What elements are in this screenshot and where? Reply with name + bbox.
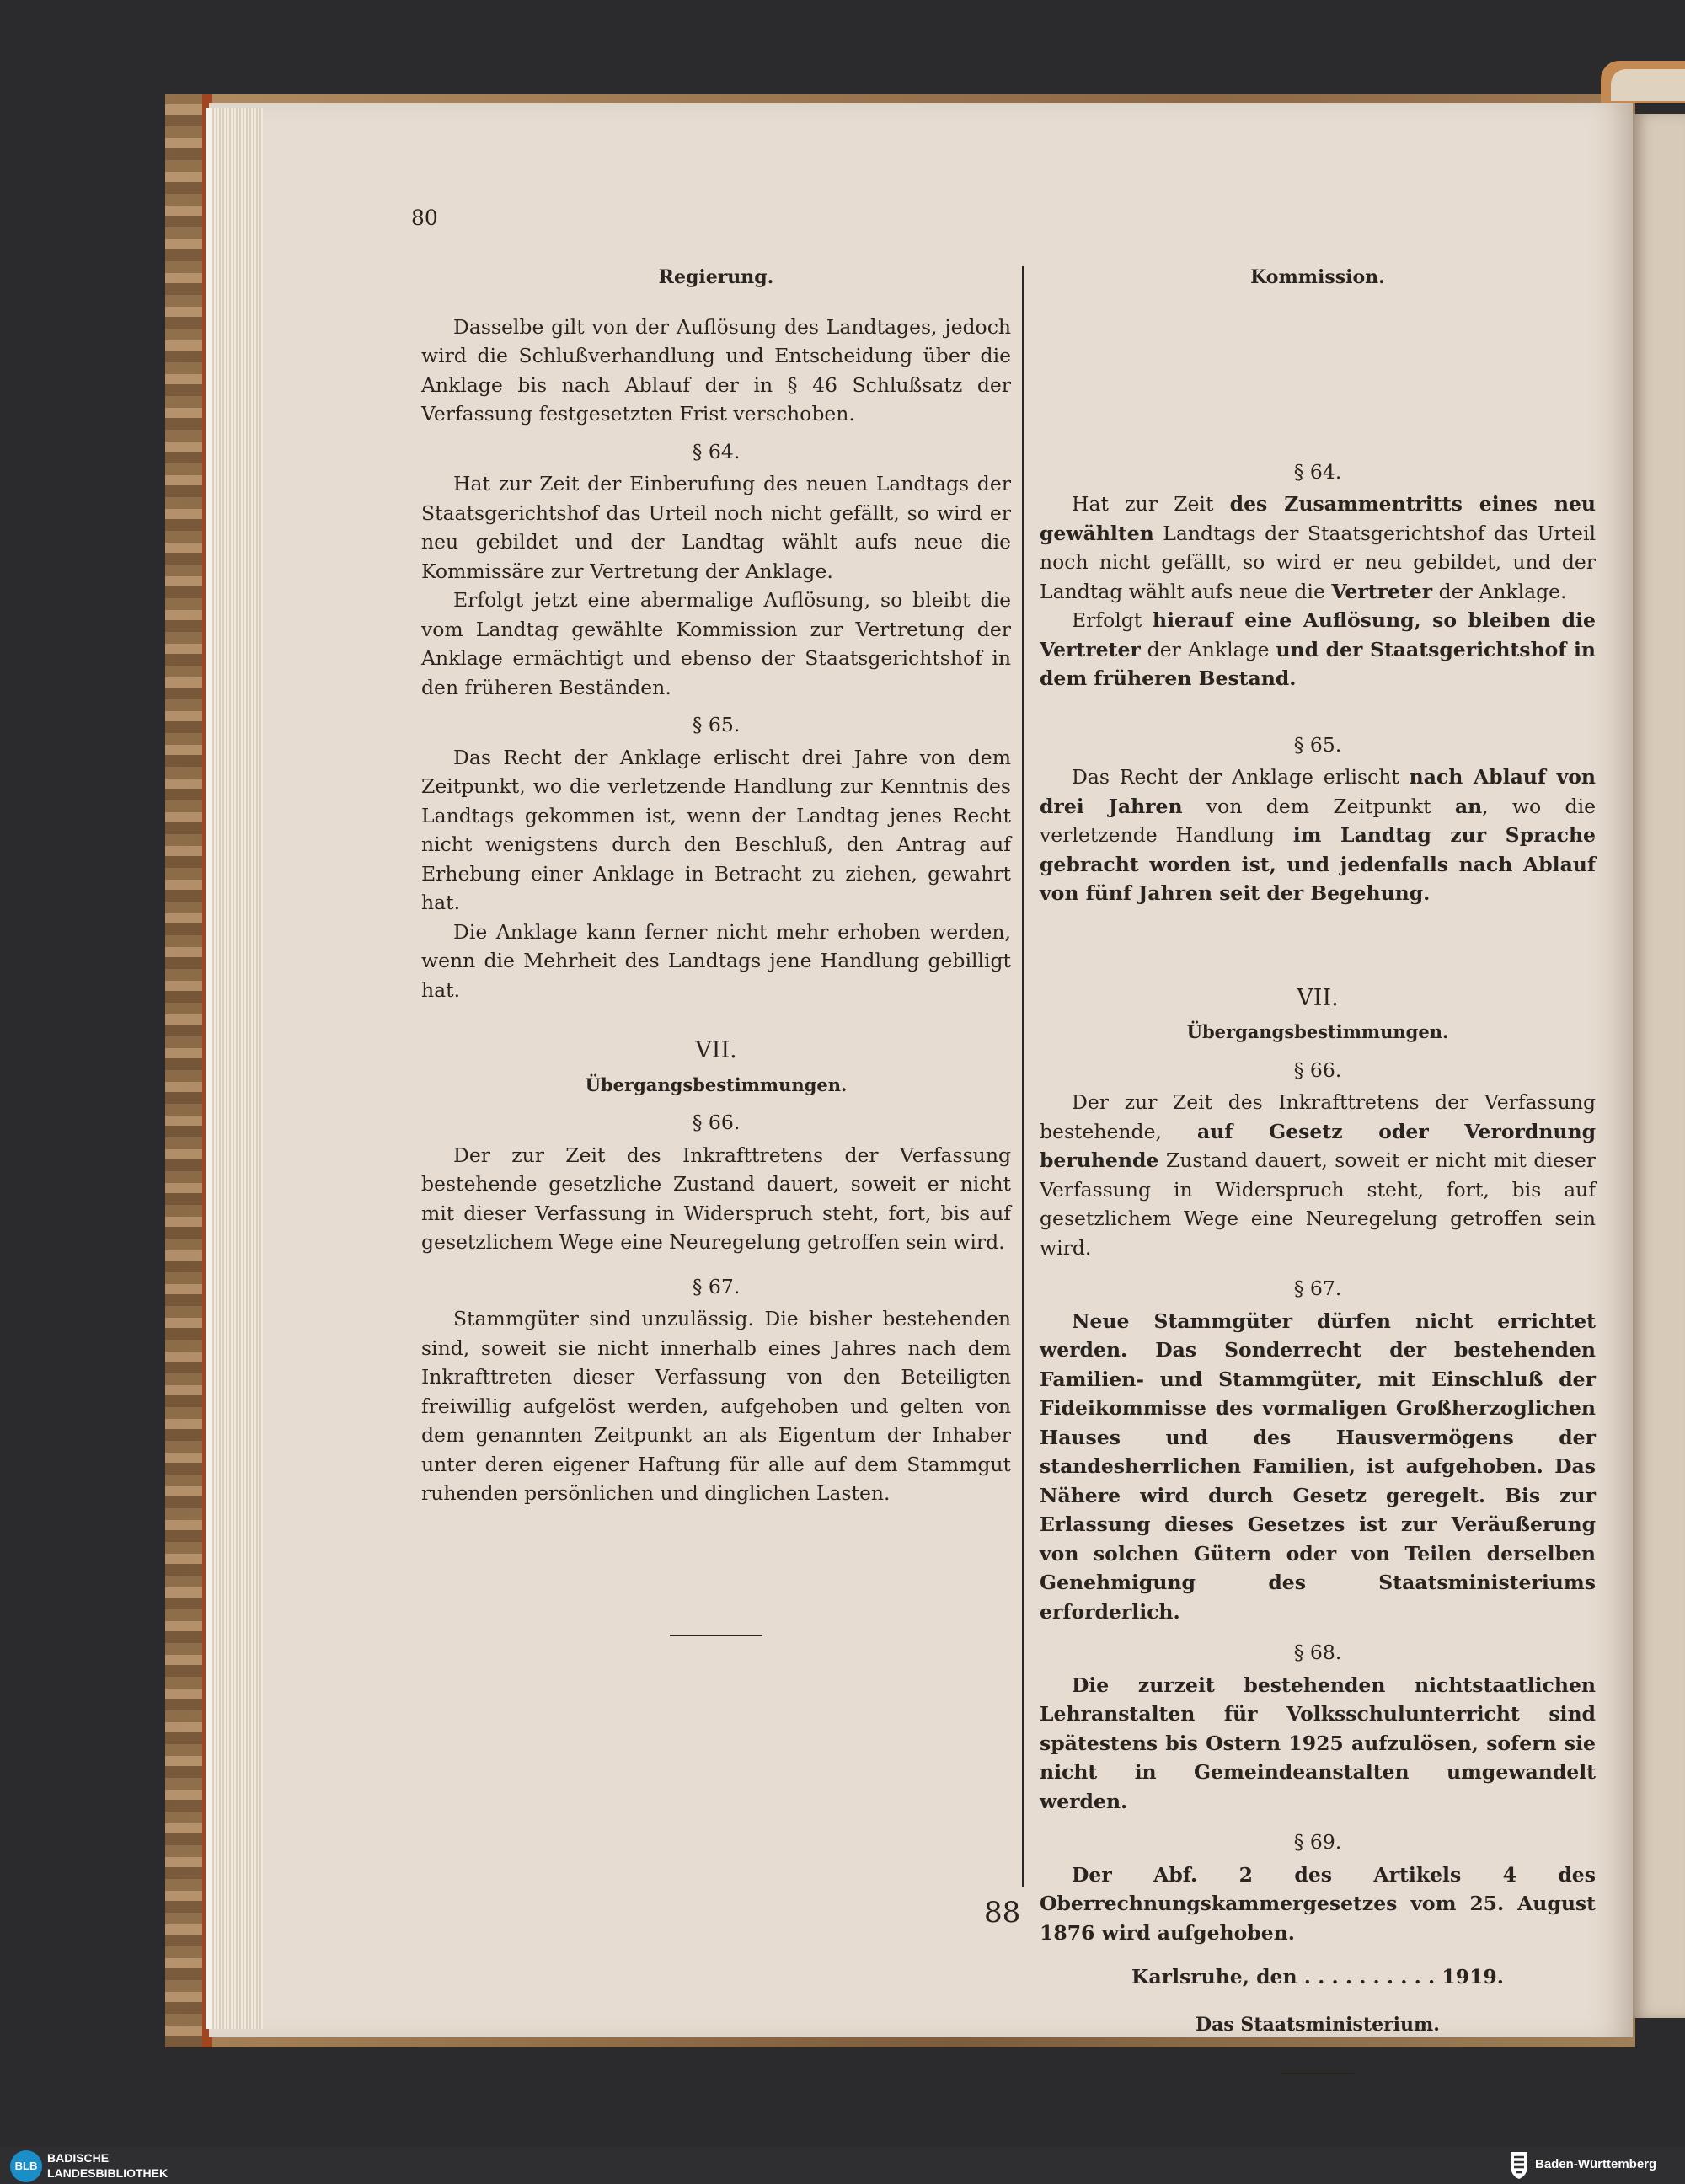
amended-text: und der Staatsgerichtshof in dem früheren Bestand. (1040, 637, 1596, 690)
left-section-65: § 65. (692, 713, 741, 736)
text-span: Der zur Zeit des Inkrafttretens der Verfassung bestehende, (1040, 1090, 1596, 1143)
text-span: der Anklage. (1432, 579, 1567, 603)
left-chapter-vii: VII. (695, 1037, 737, 1063)
text-span: der Anklage (1140, 637, 1276, 661)
right-s66-p1 (1040, 1088, 1596, 1262)
bw-brand[interactable]: Baden-Württemberg (1535, 2157, 1657, 2171)
text-span: Hat zur Zeit (1072, 492, 1230, 516)
left-s65-p1: Das Recht der Anklage erlischt drei Jahre von dem Zeitpunkt, wo die verletzende Handlung zur Kenntnis des Landtags gekommen ist, wenn der Landtag jenes Recht nicht wenigstens durch den Beschluß, den Antrag auf Erhebung einer Anklage in Betracht zu ziehen, gewahrt hat. (421, 745, 1011, 914)
right-s67-p1: Neue Stammgüter dürfen nicht errichtet werden. Das Sonderrecht der bestehenden Familien- und Stammgüter, mit Einschluß der Fideikommisse des vormaligen Großherzoglichen Hauses und des Hausvermögens der standesherrlichen Familien, ist aufgehoben. Das Nähere wird durch Gesetz geregelt. Bis zur Erlassung dieses Gesetzes ist zur Veräußerung von solchen Gütern oder von Teilen derselben Genehmigung des Staatsministeriums erforderlich. (1040, 1309, 1596, 1624)
signatory: Das Staatsministerium. (1196, 2013, 1440, 2036)
page-edges (209, 108, 263, 2029)
text-span: von dem Zeitpunkt (1182, 794, 1455, 818)
right-section-66: § 66. (1293, 1057, 1342, 1082)
amended-text: des Zusammentritts eines neu gewählten (1040, 492, 1596, 545)
left-s67-p1: Stammgüter sind unzulässig. Die bisher bestehenden sind, soweit sie nicht innerhalb eines Jahres nach dem Inkrafttreten dieser Verfassung von den Beteiligten freiwillig aufgelöst werden, aufgehoben und gelten von dem genannten Zeitpunkt an als Eigentum der Inhaber unter deren eigener Haftung für alle auf dem Stammgut ruhenden persönlichen und dinglichen Lasten. (421, 1307, 1011, 1505)
right-section-65: § 65. (1293, 732, 1342, 757)
amended-text: hierauf eine Auflösung, so bleiben die Vertreter (1040, 608, 1596, 661)
amended-text: im Landtag zur Sprache gebracht worden ist, und jedenfalls nach Ablauf von fünf Jahren seit der Begehung. (1040, 823, 1596, 905)
left-end-rule (670, 1635, 762, 1636)
right-chapter-vii: VII. (1297, 984, 1339, 1011)
right-end-rule (1280, 2073, 1356, 2074)
left-s64-p1: Hat zur Zeit der Einberufung des neuen Landtags der Staatsgerichtshof das Urteil noch nicht gefällt, so wird er neu gebildet und der Landtag wählt aufs neue die Kommissäre zur Vertretung der Anklage. (421, 472, 1011, 583)
left-heading: Regierung. (658, 266, 774, 288)
left-section-67: § 67. (692, 1274, 741, 1298)
right-s68-p1: Die zurzeit bestehenden nichtstaatlichen Lehranstalten für Volksschulunterricht sind spätestens bis Ostern 1925 aufzulösen, sofern sie nicht in Gemeindeanstalten umgewandelt werden. (1040, 1673, 1596, 1813)
amended-text: nach Ablauf von drei Jahren (1040, 765, 1597, 818)
page-number-bottom: 88 (984, 1896, 1021, 1930)
footer-bar (0, 2147, 1685, 2184)
text-span: Erfolgt (1072, 608, 1153, 632)
left-s66-p1: Der zur Zeit des Inkrafttretens der Verfassung bestehende gesetzliche Zustand dauert, soweit er nicht mit dieser Verfassung in Widerspruch steht, fort, bis auf gesetzlichem Wege eine Neuregelung getroffen sein wird. (421, 1143, 1011, 1254)
page-white-edge (206, 108, 212, 2029)
right-section-68: § 68. (1293, 1641, 1342, 1664)
blb-line1: BADISCHE (47, 2151, 110, 2165)
text-span: Landtags der Staatsgerichtshof das Urteil noch nicht gefällt, so wird er neu gebildet, und der Landtag wählt aufs neue die (1040, 521, 1596, 603)
coat-of-arms-icon (1508, 2150, 1530, 2181)
cover-edge (165, 94, 206, 2048)
right-s64-p2 (1040, 606, 1596, 693)
text-span: Zustand dauert, soweit er nicht mit dieser Verfassung in Widerspruch steht, fort, bis auf gesetzlichem Wege eine Neuregelung getroffen sein wird. (1040, 1148, 1596, 1260)
right-heading: Kommission. (1250, 266, 1385, 288)
column-divider (1022, 266, 1024, 1887)
left-s64-p2: Erfolgt jetzt eine abermalige Auflösung, so bleibt die vom Landtag gewählte Kommission zur Vertretung der Anklage ermächtigt und ebenso der Staatsgerichtshof in den früheren Beständen. (421, 588, 1011, 699)
blb-name[interactable] (47, 2150, 168, 2181)
left-section-66: § 66. (692, 1111, 741, 1134)
left-intro: Dasselbe gilt von der Auflösung des Landtages, jedoch wird die Schlußverhandlung und Entscheidung über die Anklage bis nach Ablauf der in § 46 Schlußsatz der Verfassung festgesetzten Frist verschoben. (421, 314, 1011, 426)
next-page (1633, 114, 1685, 2018)
left-section-64: § 64. (692, 439, 741, 463)
left-s65-p2: Die Anklage kann ferner nicht mehr erhoben werden, wenn die Mehrheit des Landtags jene Handlung gebilligt hat. (421, 919, 1011, 1002)
amended-text: auf Gesetz oder Verordnung beruhende (1040, 1119, 1597, 1172)
right-s64-p1 (1040, 490, 1596, 606)
blb-line2: LANDESBIBLIOTHEK (47, 2166, 168, 2180)
place-date: Karlsruhe, den . . . . . . . . . . 1919. (1131, 1965, 1504, 1989)
right-s69-p1: Der Abf. 2 des Artikels 4 des Oberrechnungskammergesetzes vom 25. August 1876 wird aufgehoben. (1040, 1862, 1596, 1945)
book-tab-inner (1611, 69, 1685, 101)
right-chapter-title: Übergangsbestimmungen. (1186, 1021, 1449, 1042)
right-s65-p1 (1040, 763, 1596, 908)
amended-text: Vertreter (1331, 579, 1433, 603)
right-column (1040, 263, 1596, 2074)
page-number-top: 80 (411, 206, 438, 230)
left-chapter-title: Übergangsbestimmungen. (585, 1073, 848, 1095)
right-section-67: § 67. (1293, 1277, 1342, 1300)
amended-text: an (1454, 794, 1483, 818)
text-span: , wo die verletzende Handlung (1040, 794, 1596, 847)
blb-logo[interactable]: BLB (10, 2150, 42, 2182)
text-span: Das Recht der Anklage erlischt (1072, 765, 1410, 789)
left-column (421, 263, 1011, 1636)
right-section-64: § 64. (1293, 459, 1342, 484)
right-section-69: § 69. (1293, 1830, 1342, 1854)
